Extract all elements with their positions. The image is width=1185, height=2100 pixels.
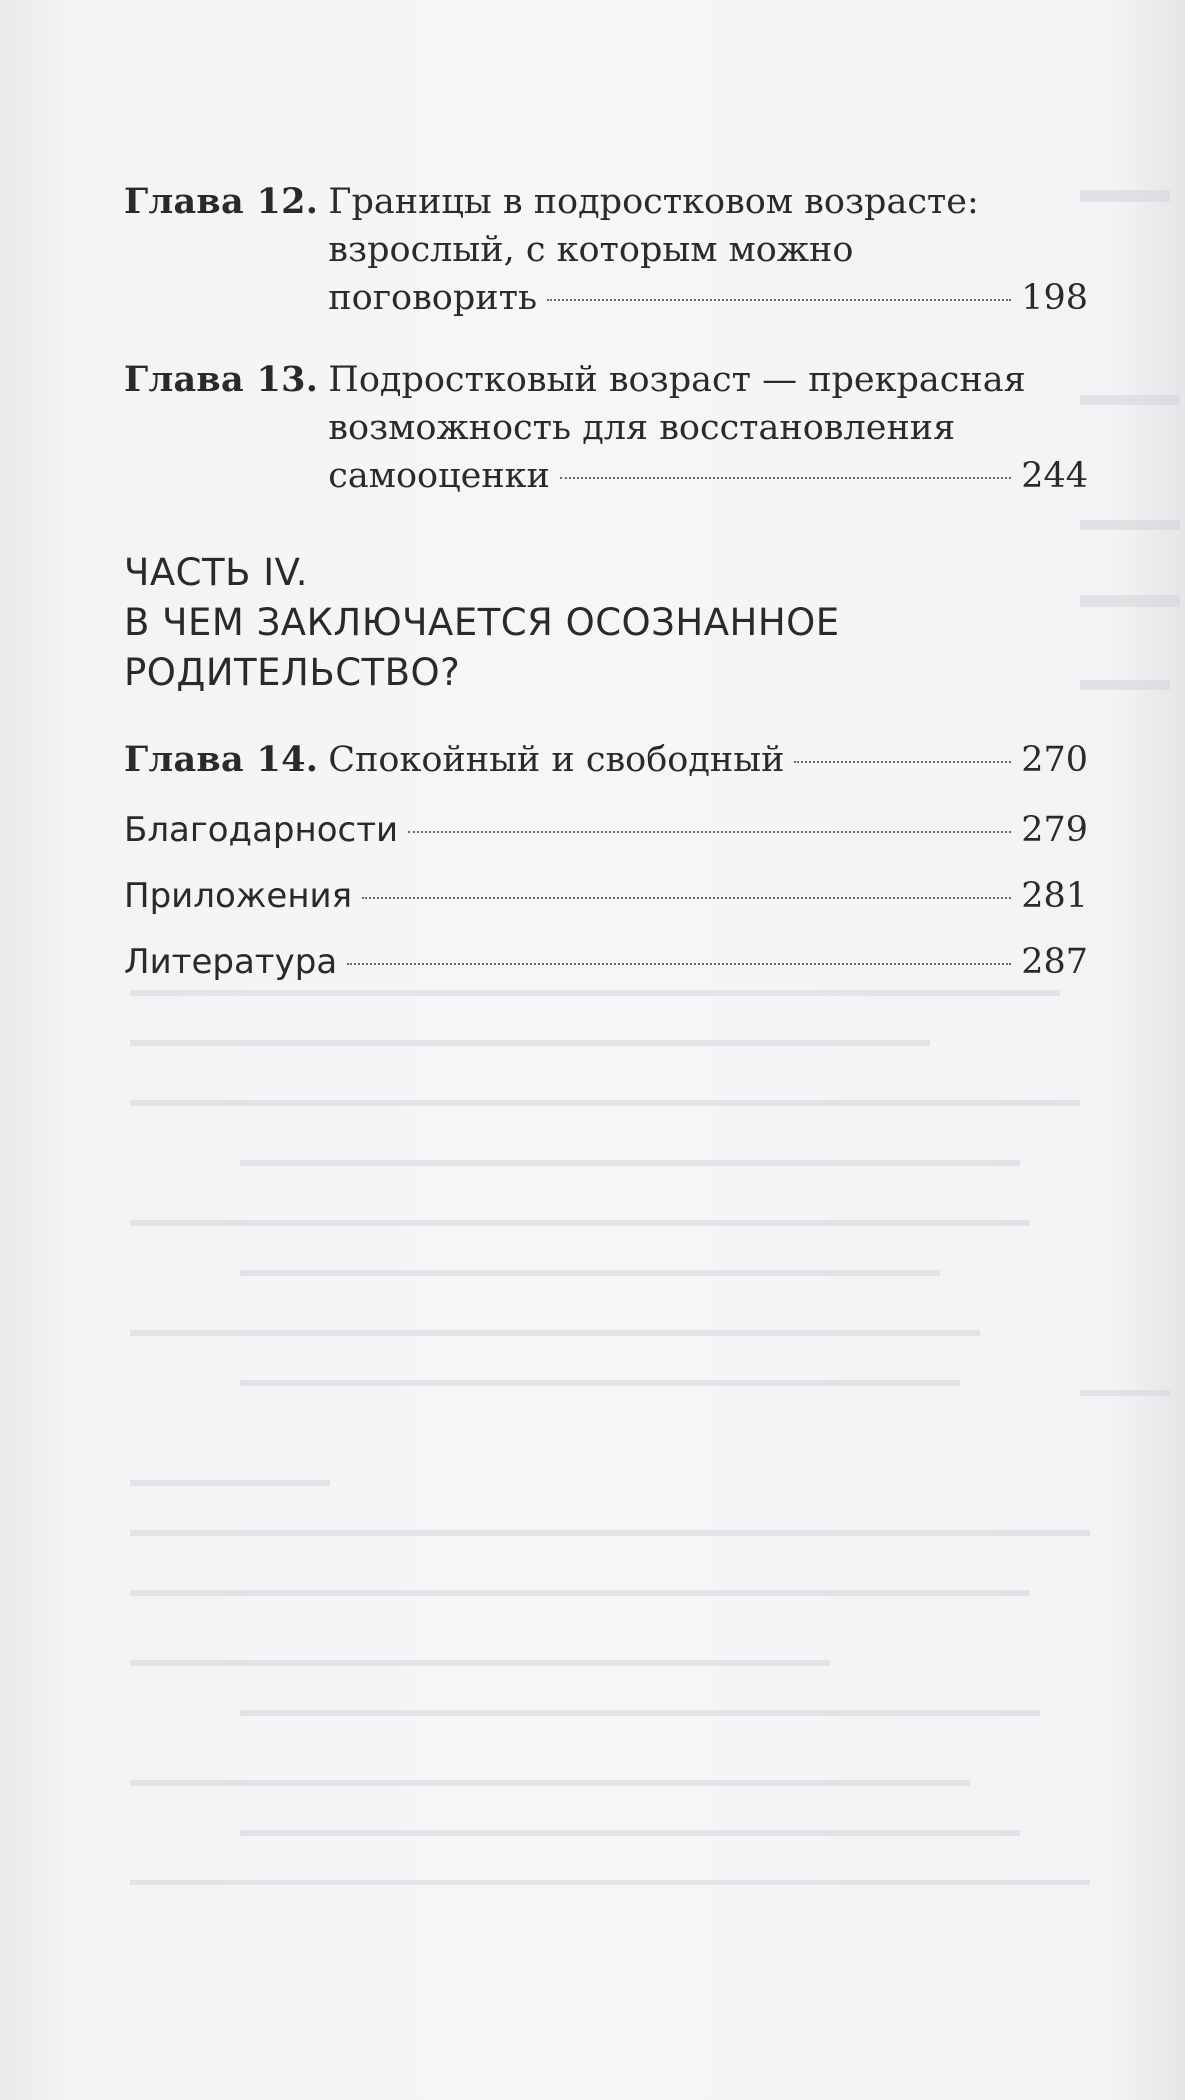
page-number: 244 <box>1021 456 1088 496</box>
chapter-number: Глава 13. <box>124 359 319 400</box>
part-heading-line: ЧАСТЬ IV. <box>124 551 308 594</box>
title-line: Подростковый возраст — прекрасная <box>328 360 1026 400</box>
title-last-line <box>328 736 1088 784</box>
title-line: поговорить <box>328 278 538 318</box>
title-last-line <box>328 452 1088 500</box>
entry-title: Приложения <box>124 876 353 916</box>
page-number: 198 <box>1021 278 1088 318</box>
title-line: Спокойный и свободный <box>328 740 785 780</box>
chapter-number: Глава 14. <box>124 739 319 780</box>
dot-leader <box>794 761 1011 763</box>
chapter-title <box>328 736 1088 784</box>
title-last-line <box>328 274 1088 322</box>
part-heading-line: В ЧЕМ ЗАКЛЮЧАЕТСЯ ОСОЗНАННОЕ <box>124 601 840 644</box>
title-line: самооценки <box>328 456 550 496</box>
toc-entry-acknowledgements[interactable] <box>124 806 1088 854</box>
table-of-contents <box>124 178 1088 1004</box>
page-number: 287 <box>1021 942 1088 982</box>
entry-title: Благодарности <box>124 810 399 850</box>
page-number: 279 <box>1021 810 1088 850</box>
dot-leader <box>547 299 1011 301</box>
toc-entry-appendices[interactable] <box>124 872 1088 920</box>
title-line: Границы в подростковом возрасте: <box>328 182 979 222</box>
toc-entry-chapter-13[interactable] <box>124 356 1088 500</box>
dot-leader <box>560 477 1011 479</box>
chapter-title <box>328 356 1088 500</box>
title-line: взрослый, с которым можно <box>328 230 854 270</box>
page-number: 270 <box>1021 740 1088 780</box>
dot-leader <box>362 897 1011 899</box>
part-heading-line: РОДИТЕЛЬСТВО? <box>124 651 461 694</box>
chapter-number: Глава 12. <box>124 181 319 222</box>
chapter-title <box>328 178 1088 322</box>
toc-entry-chapter-14[interactable] <box>124 736 1088 784</box>
page-number: 281 <box>1021 876 1088 916</box>
dot-leader <box>408 831 1011 833</box>
toc-entry-chapter-12[interactable] <box>124 178 1088 322</box>
toc-entry-literature[interactable] <box>124 938 1088 986</box>
part-heading <box>124 548 1088 698</box>
dot-leader <box>347 963 1011 965</box>
entry-title: Литература <box>124 942 338 982</box>
title-line: возможность для восстановления <box>328 408 956 448</box>
